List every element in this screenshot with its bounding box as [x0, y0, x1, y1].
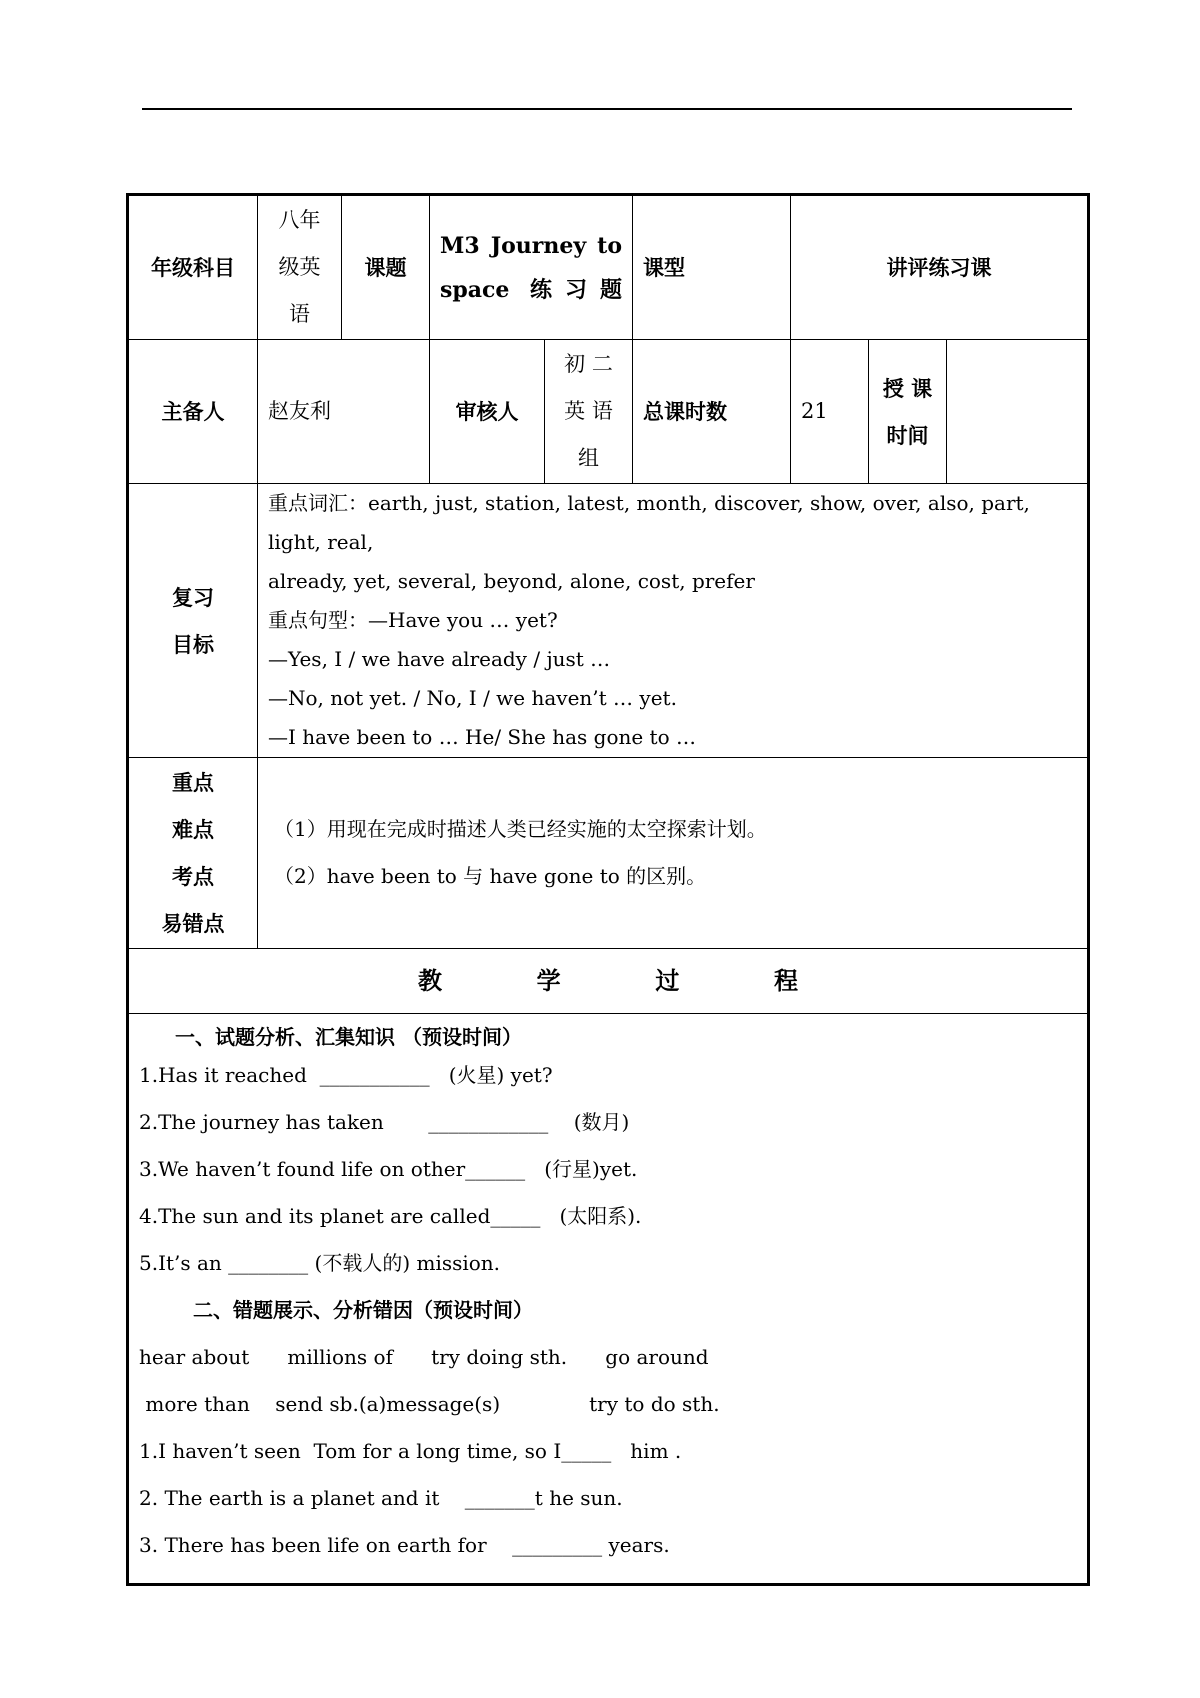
header-rule	[142, 108, 1072, 110]
key-points-label	[128, 758, 258, 949]
topic-label: 课题	[342, 195, 430, 340]
teach-time-value	[947, 340, 1089, 484]
exercise-item: 4.The sun and its planet are called_____ (太阳系).	[139, 1204, 642, 1228]
topic-value	[430, 195, 633, 340]
grade-subject-line: 语	[289, 302, 310, 326]
error-item: 1.I haven’t seen Tom for a long time, so I_____ him .	[139, 1439, 682, 1463]
process-title-cell	[128, 949, 1089, 1014]
header-row-1	[128, 195, 1089, 340]
key-points-label-line: 易错点	[161, 911, 225, 936]
process-body	[128, 1014, 1089, 1585]
phrase-row: more than send sb.(a)message(s) try to do sth.	[139, 1392, 720, 1416]
lesson-plan-table	[126, 193, 1090, 1586]
goal-line: —No, not yet. / No, I / we haven’t … yet.	[268, 686, 677, 710]
error-item: 2. The earth is a planet and it _______t he sun.	[139, 1486, 623, 1510]
header-row-2	[128, 340, 1089, 484]
error-item: 3. There has been life on earth for _________ years.	[139, 1533, 670, 1557]
goal-line: —I have been to … He/ She has gone to …	[268, 725, 696, 749]
exercise-item: 5.It’s an ________ (不载人的) mission.	[139, 1251, 501, 1275]
review-goals-label	[128, 484, 258, 758]
key-points-row	[128, 758, 1089, 949]
process-title-char: 学	[536, 966, 561, 996]
process-title-row	[128, 949, 1089, 1014]
key-points-label-line: 考点	[172, 864, 214, 889]
lesson-type-value: 讲评练习课	[791, 195, 1089, 340]
key-point-line: （2）have been to 与 have gone to 的区别。	[274, 864, 707, 888]
exercise-item: 2.The journey has taken ____________ (数月)	[139, 1110, 630, 1134]
grade-subject-value	[258, 195, 342, 340]
topic-line: M3 Journey to	[440, 232, 623, 259]
key-points-label-line: 难点	[172, 817, 214, 842]
lesson-type-label: 课型	[633, 195, 791, 340]
reviewer-line: 组	[578, 446, 599, 470]
process-title-char: 教	[418, 966, 443, 996]
goal-line: 重点词汇：earth, just, station, latest, month, discover, show, over, also, part, light, real,	[268, 491, 1030, 554]
phrase-row: hear about millions of try doing sth. go around	[139, 1345, 709, 1369]
process-title-char: 过	[655, 966, 680, 996]
reviewer-line: 英 语	[564, 399, 613, 423]
reviewer-value	[545, 340, 633, 484]
grade-subject-label: 年级科目	[128, 195, 258, 340]
key-point-line: （1）用现在完成时描述人类已经实施的太空探索计划。	[274, 817, 767, 841]
reviewer-label: 审核人	[430, 340, 545, 484]
teach-time-label-line: 时间	[886, 422, 929, 448]
goal-line: already, yet, several, beyond, alone, cost, prefer	[268, 569, 755, 593]
teach-time-label-line: 授 课	[882, 375, 933, 401]
key-points-label-line: 重点	[172, 770, 214, 795]
review-goals-label-line: 复习	[172, 584, 214, 610]
exercise-item: 3.We haven’t found life on other______ (行星)yet.	[139, 1157, 638, 1181]
exercise-item: 1.Has it reached ___________ (火星) yet?	[139, 1063, 553, 1087]
teach-time-label	[869, 340, 947, 484]
process-body-row	[128, 1014, 1089, 1585]
section1-heading: 一、试题分析、汇集知识 （预设时间）	[175, 1025, 522, 1049]
preparer-value: 赵友利	[258, 340, 430, 484]
total-hours-value: 21	[791, 340, 869, 484]
total-hours-label: 总课时数	[633, 340, 791, 484]
process-title	[418, 965, 798, 996]
goal-line: —Yes, I / we have already / just …	[268, 647, 611, 671]
review-goals-content	[258, 484, 1089, 758]
review-goals-label-line: 目标	[172, 631, 214, 657]
process-title-char: 程	[773, 966, 798, 996]
grade-subject-line: 八年	[278, 208, 321, 232]
topic-line: space 练习题	[440, 276, 623, 303]
reviewer-line: 初 二	[564, 352, 613, 376]
grade-subject-line: 级英	[278, 255, 321, 279]
goal-line: 重点句型：—Have you … yet?	[268, 608, 558, 632]
review-goals-row	[128, 484, 1089, 758]
preparer-label: 主备人	[128, 340, 258, 484]
section2-heading: 二、错题展示、分析错因（预设时间）	[193, 1298, 533, 1322]
key-points-content	[258, 758, 1089, 949]
